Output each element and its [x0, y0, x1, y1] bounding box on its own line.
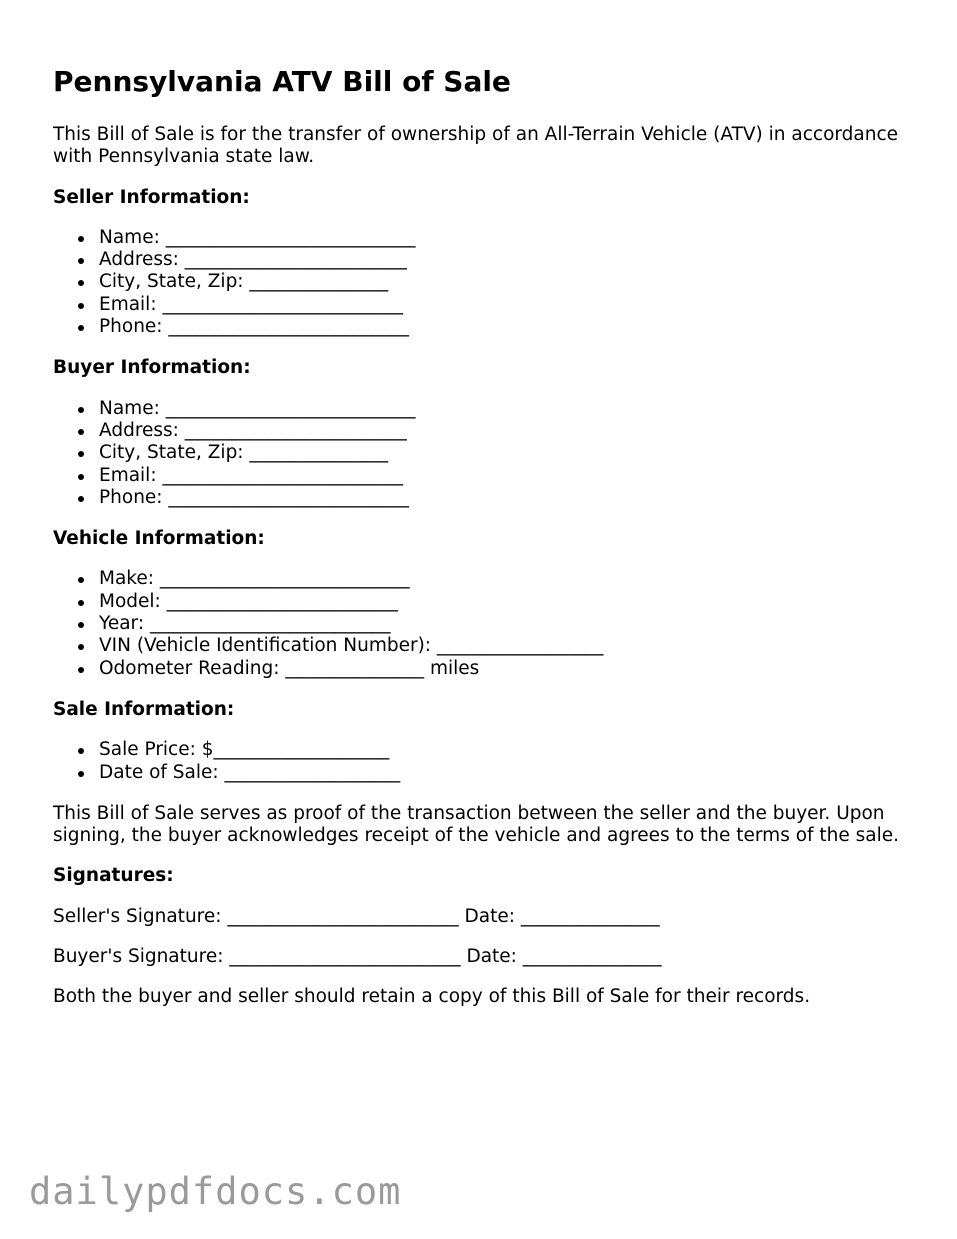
vehicle-make-field: Make: ___________________________ — [99, 568, 913, 590]
vehicle-odometer-field: Odometer Reading: _______________ miles — [99, 658, 913, 680]
proof-paragraph: This Bill of Sale serves as proof of the transaction between the seller and the buyer. Upon signing, the buyer acknowledges receipt of the vehicle and agrees to the terms of the sale. — [53, 802, 900, 847]
vehicle-vin-field: VIN (Vehicle Identification Number): __________________ — [99, 635, 913, 657]
buyer-signature-line: Buyer's Signature: _________________________ Date: _______________ — [53, 946, 662, 968]
seller-signature-line: Seller's Signature: _________________________ Date: _______________ — [53, 905, 660, 927]
buyer-heading: Buyer Information: — [53, 357, 251, 379]
seller-heading: Seller Information: — [53, 186, 250, 208]
seller-name-field: Name: ___________________________ — [99, 227, 913, 249]
vehicle-model-field: Model: _________________________ — [99, 591, 913, 613]
seller-city-state-zip-field: City, State, Zip: _______________ — [99, 271, 913, 293]
document-title: Pennsylvania ATV Bill of Sale — [53, 65, 511, 98]
sale-heading: Sale Information: — [53, 698, 235, 720]
seller-list — [53, 227, 913, 338]
signatures-heading: Signatures: — [53, 865, 174, 887]
buyer-address-field: Address: ________________________ — [99, 420, 913, 442]
vehicle-list — [53, 568, 913, 679]
seller-address-field: Address: ________________________ — [99, 249, 913, 271]
watermark-logo: dailypdfdocs.com — [29, 1170, 402, 1213]
document-page — [53, 62, 913, 1027]
seller-email-field: Email: __________________________ — [99, 294, 913, 316]
sale-date-field: Date of Sale: ___________________ — [99, 762, 913, 784]
seller-phone-field: Phone: __________________________ — [99, 316, 913, 338]
sale-price-field: Sale Price: $___________________ — [99, 739, 913, 761]
buyer-city-state-zip-field: City, State, Zip: _______________ — [99, 442, 913, 464]
sale-list — [53, 739, 913, 784]
buyer-list — [53, 398, 913, 509]
buyer-email-field: Email: __________________________ — [99, 465, 913, 487]
closing-paragraph: Both the buyer and seller should retain a copy of this Bill of Sale for their records. — [53, 986, 811, 1008]
buyer-phone-field: Phone: __________________________ — [99, 487, 913, 509]
vehicle-heading: Vehicle Information: — [53, 528, 265, 550]
buyer-name-field: Name: ___________________________ — [99, 398, 913, 420]
intro-paragraph: This Bill of Sale is for the transfer of ownership of an All-Terrain Vehicle (ATV) in accordance with Pennsylvania state law. — [53, 124, 899, 168]
vehicle-year-field: Year: __________________________ — [99, 613, 913, 635]
